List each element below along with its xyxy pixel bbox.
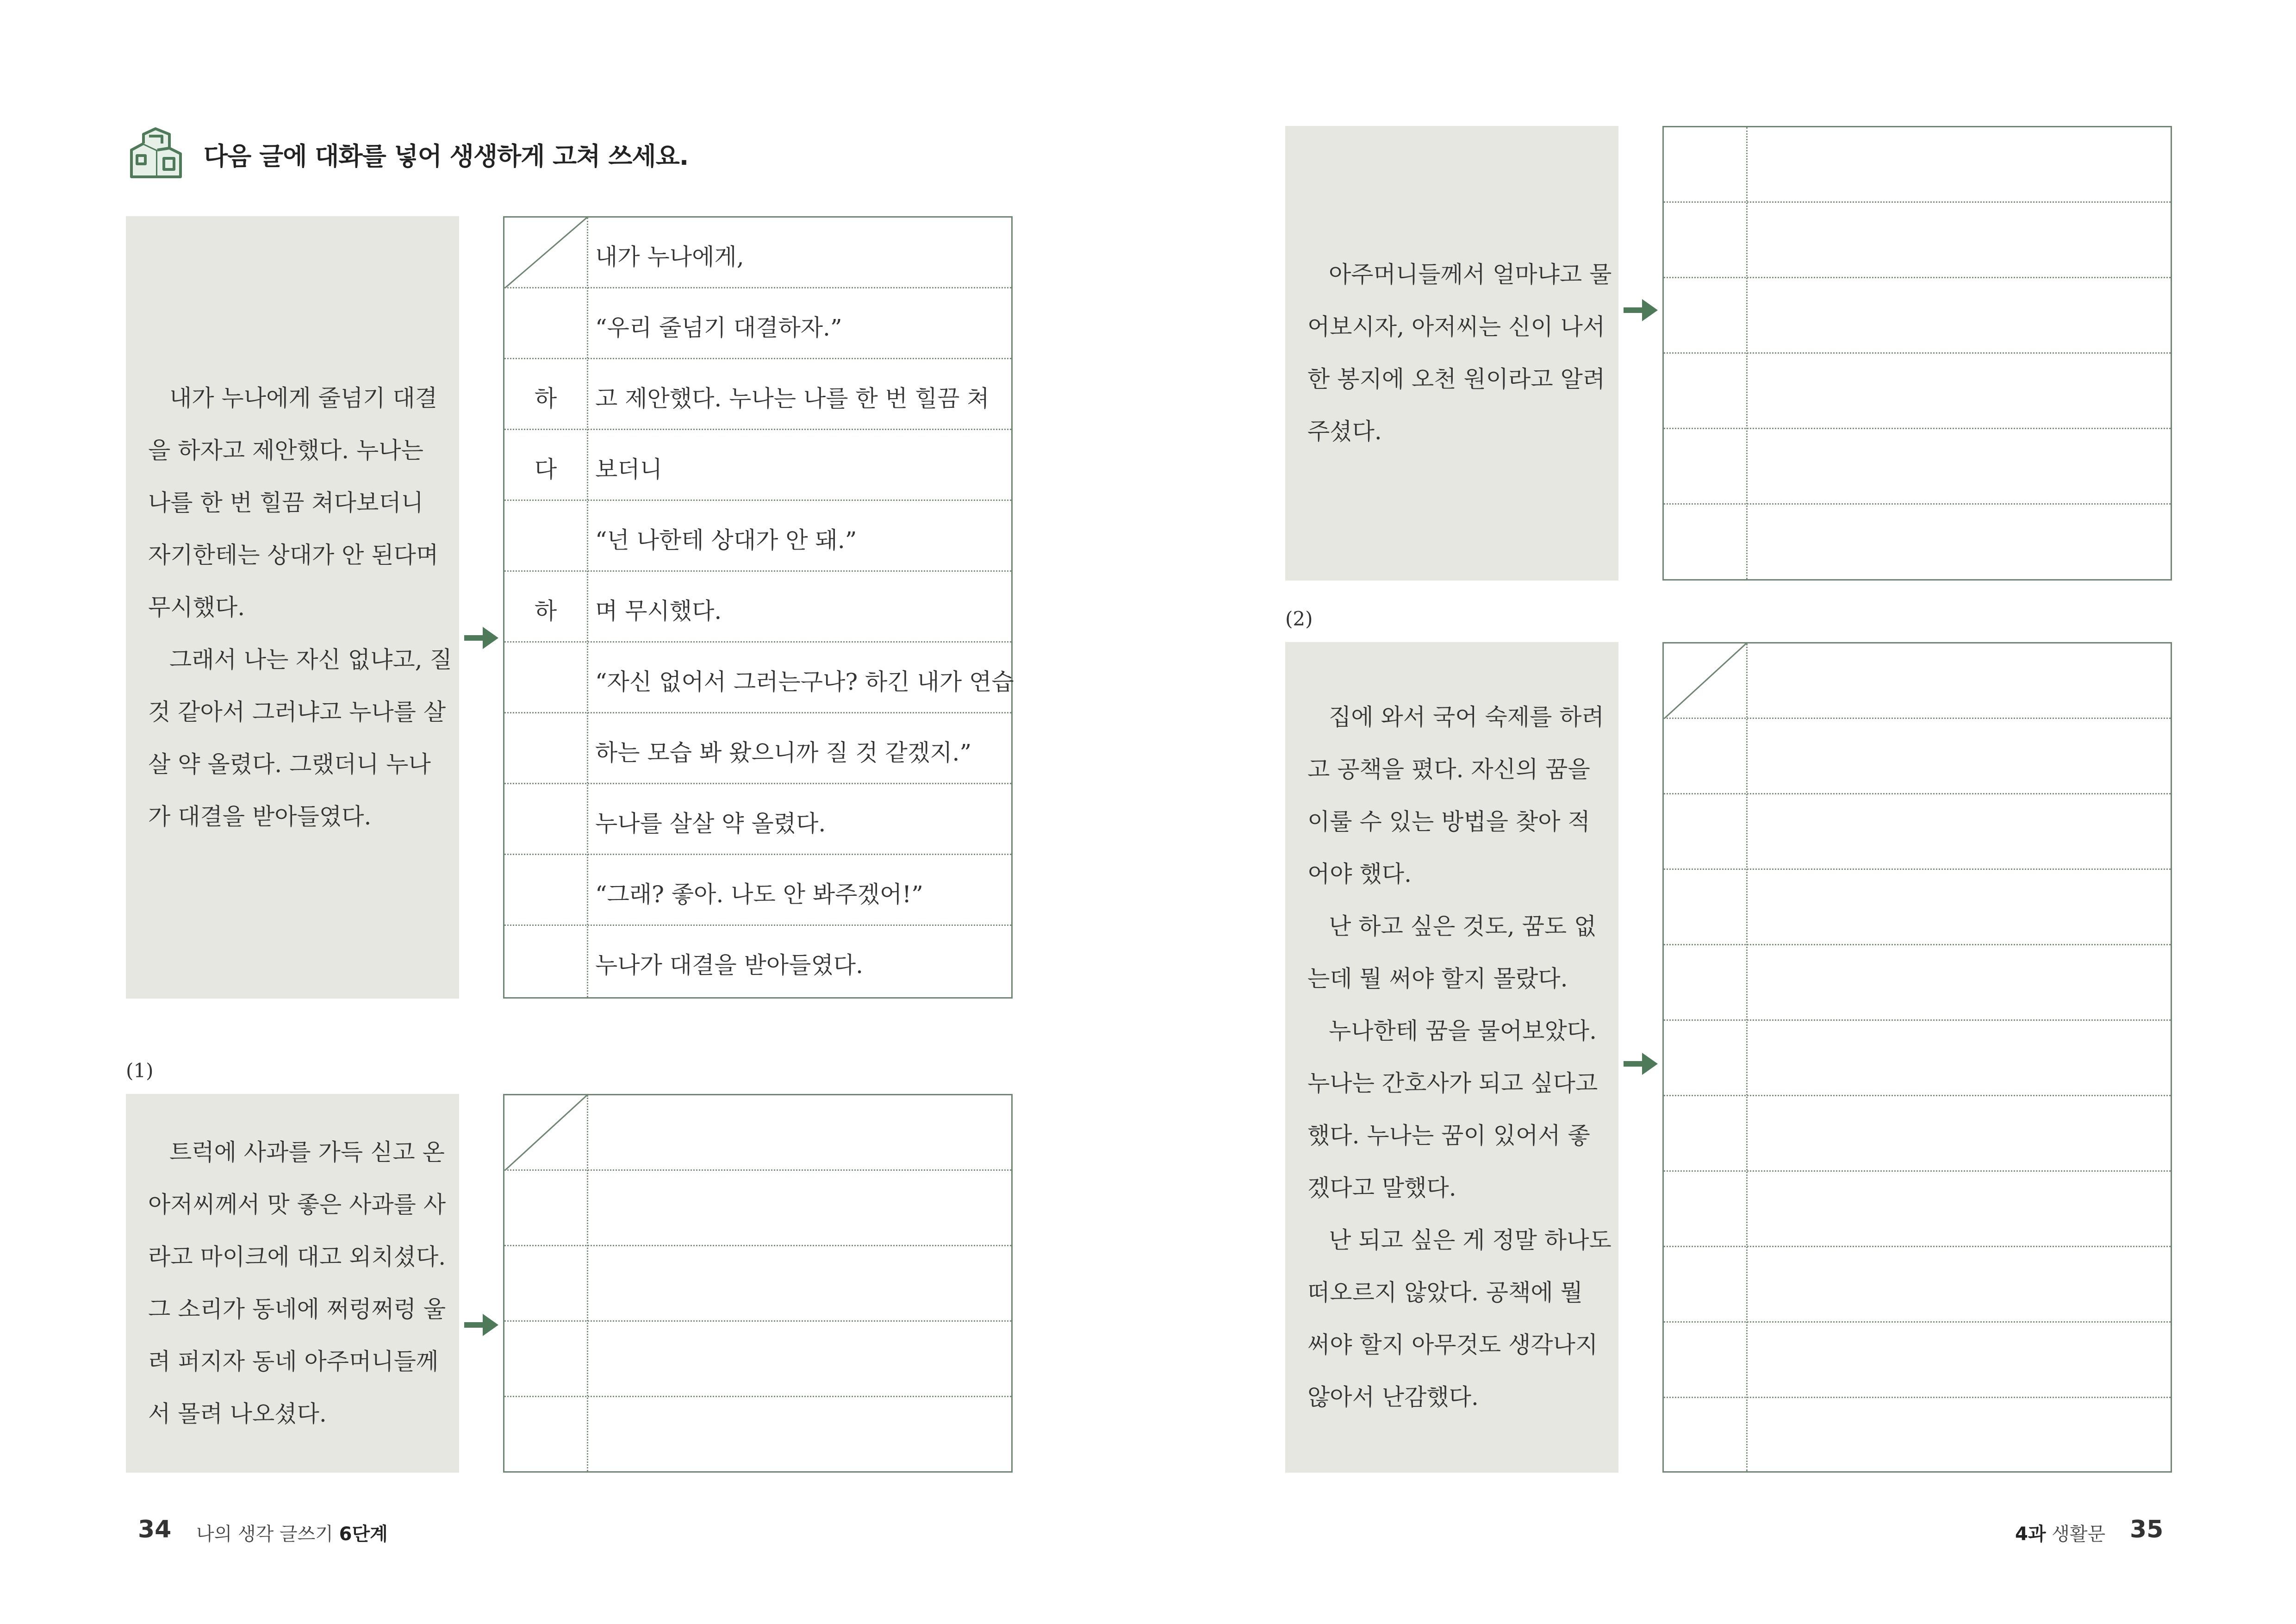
- row-mark: 하: [534, 598, 557, 625]
- row-text: “우리 줄넘기 대결하자.”: [595, 314, 842, 341]
- answer-line[interactable]: [1664, 278, 2171, 354]
- answer-line[interactable]: [1664, 203, 2171, 278]
- source-line: 가 대결을 받아들였다.: [148, 803, 372, 830]
- chapter-number: 4과: [2015, 1524, 2046, 1545]
- exercise1-source-box-continued: [1285, 126, 1618, 581]
- example-answer-grid: [503, 216, 1013, 999]
- source-line: 했다. 누나는 꿈이 있어서 좋: [1307, 1122, 1590, 1149]
- source-line: 떠오르지 않았다. 공책에 뭘: [1307, 1279, 1583, 1306]
- exercise2-label: (2): [1285, 607, 1313, 630]
- source-line: 어보시자, 아저씨는 신이 나서: [1307, 313, 1605, 340]
- chapter-title: [2015, 1519, 2105, 1546]
- arrow-right-icon: [464, 627, 498, 649]
- source-line: 한 봉지에 오천 원이라고 알려: [1307, 366, 1605, 393]
- exercise2-source-box: [1285, 642, 1618, 1473]
- row-text: “넌 나한테 상대가 안 돼.”: [595, 527, 857, 554]
- source-line: 아주머니들께서 얼마냐고 물: [1329, 261, 1612, 288]
- source-line: 서 몰려 나오셨다.: [148, 1400, 327, 1427]
- answer-line[interactable]: [1664, 794, 2171, 870]
- page-number-left: 34: [138, 1516, 172, 1543]
- source-line: 살 약 올렸다. 그랬더니 누나: [148, 750, 431, 778]
- right-page: [1148, 0, 2296, 1624]
- answer-line[interactable]: [504, 1246, 1011, 1322]
- answer-line[interactable]: [504, 1171, 1011, 1246]
- answer-line[interactable]: [1664, 1021, 2171, 1096]
- source-line: 것 같아서 그러냐고 누나를 살: [148, 698, 446, 725]
- source-line: 누나는 간호사가 되고 싶다고: [1307, 1070, 1598, 1097]
- row-mark: 다: [534, 456, 557, 483]
- arrow-right-icon: [1624, 299, 1658, 321]
- row-text: 누나를 살살 약 올렸다.: [595, 810, 826, 837]
- source-line: 려 퍼지자 동네 아주머니들께: [148, 1348, 439, 1375]
- answer-line[interactable]: [1664, 1247, 2171, 1323]
- page-number-right: 35: [2130, 1516, 2164, 1543]
- source-line: 트럭에 사과를 가득 싣고 온: [169, 1139, 445, 1166]
- grid-row: [504, 926, 1011, 997]
- row-text: 고 제안했다. 누나는 나를 한 번 힐끔 쳐: [595, 385, 989, 412]
- source-line: 난 되고 싶은 게 정말 하나도: [1329, 1227, 1612, 1254]
- row-text: 내가 누나에게,: [595, 244, 744, 270]
- blocks-icon: [125, 125, 183, 183]
- grid-row: [504, 288, 1011, 359]
- source-line: 않아서 난감했다.: [1307, 1384, 1479, 1411]
- source-line: 고 공책을 폈다. 자신의 꿈을: [1307, 756, 1590, 783]
- answer-line[interactable]: [1664, 1096, 2171, 1172]
- source-line: 나를 한 번 힐끔 쳐다보더니: [148, 489, 423, 516]
- source-line: 내가 누나에게 줄넘기 대결: [169, 384, 437, 412]
- exercise1-source-box: [126, 1094, 459, 1473]
- grid-row: [504, 430, 1011, 501]
- source-line: 주셨다.: [1307, 418, 1382, 445]
- source-line: 을 하자고 제안했다. 누나는: [148, 437, 423, 464]
- arrow-right-icon: [1624, 1053, 1658, 1075]
- source-line: 어야 했다.: [1307, 861, 1412, 887]
- source-line: 그 소리가 동네에 쩌렁쩌렁 울: [148, 1296, 446, 1323]
- book-title: [196, 1519, 388, 1546]
- grid-row: [504, 572, 1011, 643]
- answer-line[interactable]: [504, 1095, 1011, 1171]
- grid-row: [504, 501, 1011, 572]
- source-line: 무시했다.: [148, 593, 245, 621]
- book-title-plain: 나의 생각 글쓰기: [196, 1524, 339, 1545]
- grid-row: [504, 713, 1011, 784]
- source-line: 집에 와서 국어 숙제를 하려: [1329, 704, 1604, 731]
- arrow-right-icon: [464, 1314, 498, 1336]
- row-mark: 하: [534, 385, 557, 412]
- answer-line[interactable]: [1664, 643, 2171, 719]
- answer-line[interactable]: [1664, 1398, 2171, 1471]
- answer-line[interactable]: [1664, 945, 2171, 1021]
- answer-line[interactable]: [1664, 870, 2171, 945]
- source-line: 써야 할지 아무것도 생각나지: [1307, 1331, 1598, 1358]
- chapter-name: 생활문: [2046, 1524, 2106, 1545]
- grid-row: [504, 218, 1011, 288]
- answer-line[interactable]: [1664, 719, 2171, 794]
- grid-row: [504, 784, 1011, 855]
- grid-row: [504, 643, 1014, 713]
- row-text: 하는 모습 봐 왔으니까 질 것 같겠지.”: [595, 739, 972, 766]
- source-line: 자기한테는 상대가 안 된다며: [148, 541, 439, 568]
- source-line: 그래서 나는 자신 없냐고, 질: [169, 646, 452, 673]
- source-line: 겠다고 말했다.: [1307, 1174, 1456, 1201]
- answer-line[interactable]: [504, 1322, 1011, 1397]
- source-line: 누나한테 꿈을 물어보았다.: [1329, 1018, 1597, 1044]
- source-line: 아저씨께서 맛 좋은 사과를 사: [148, 1191, 446, 1218]
- exercise1-label: (1): [126, 1059, 154, 1082]
- answer-line[interactable]: [1664, 127, 2171, 203]
- instruction: [125, 125, 688, 183]
- grid-row: [504, 855, 1011, 926]
- row-text: 보더니: [595, 456, 662, 483]
- instruction-text: 다음 글에 대화를 넣어 생생하게 고쳐 쓰세요.: [204, 141, 689, 171]
- row-text: 며 무시했다.: [595, 598, 722, 625]
- exercise2-answer-grid[interactable]: [1662, 642, 2172, 1473]
- row-text: 누나가 대결을 받아들였다.: [595, 952, 863, 979]
- answer-line[interactable]: [1664, 1172, 2171, 1247]
- source-line: 는데 뭘 써야 할지 몰랐다.: [1307, 965, 1568, 992]
- example-source-box: [126, 216, 459, 999]
- answer-line[interactable]: [504, 1397, 1011, 1471]
- row-text: “그래? 좋아. 나도 안 봐주겠어!”: [595, 881, 923, 908]
- exercise1-answer-grid-right[interactable]: [1662, 126, 2172, 581]
- source-line: 라고 마이크에 대고 외치셨다.: [148, 1243, 446, 1270]
- grid-row: [504, 359, 1011, 430]
- row-text: “자신 없어서 그러는구나? 하긴 내가 연습: [595, 668, 1014, 695]
- source-line: 난 하고 싶은 것도, 꿈도 없: [1329, 913, 1597, 940]
- book-title-level: 6단계: [339, 1524, 388, 1545]
- answer-line[interactable]: [1664, 505, 2171, 579]
- answer-line[interactable]: [1664, 429, 2171, 505]
- answer-line[interactable]: [1664, 1323, 2171, 1398]
- source-line: 이룰 수 있는 방법을 찾아 적: [1307, 808, 1590, 835]
- exercise1-answer-grid-left[interactable]: [503, 1094, 1013, 1473]
- answer-line[interactable]: [1664, 354, 2171, 429]
